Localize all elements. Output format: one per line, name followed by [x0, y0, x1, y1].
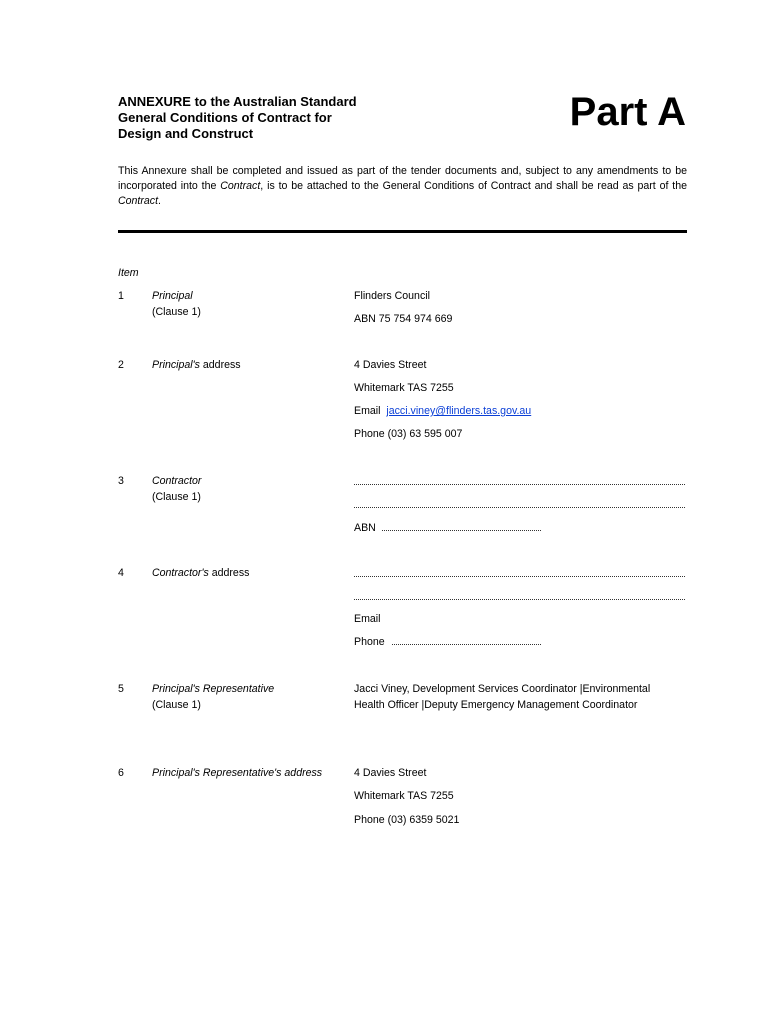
intro-paragraph [118, 164, 687, 209]
principal-email-link[interactable]: jacci.viney@flinders.tas.gov.au [386, 405, 532, 417]
label-rest-part: address [199, 359, 241, 371]
item-number: 1 [118, 290, 124, 302]
section-divider [118, 230, 687, 233]
intro-text-a: This Annexure shall be completed and issued as part of the tender documents and, subject to any amendments to be incorporated into the [118, 165, 687, 192]
intro-text-c: . [158, 195, 161, 207]
email-label: Email [354, 405, 381, 417]
item-label-principals-representative: Principal's Representative [152, 683, 275, 695]
title-line-1: ANNEXURE to the Australian Standard [118, 94, 357, 109]
principal-name: Flinders Council [354, 290, 430, 302]
principal-town: Whitemark TAS 7255 [354, 382, 454, 394]
item-label-contractor-address [152, 566, 249, 580]
contractor-phone-label: Phone [354, 636, 385, 648]
item-number: 3 [118, 475, 124, 487]
intro-contract-term-a: Contract [220, 180, 261, 192]
contractor-phone-blank[interactable] [392, 644, 541, 645]
item-label-principal: Principal [152, 290, 193, 302]
representative-street: 4 Davies Street [354, 767, 427, 779]
principal-email-row [354, 404, 531, 418]
representative-town: Whitemark TAS 7255 [354, 790, 454, 802]
intro-text-b: , is to be attached to the General Conditions of Contract and shall be read as part of the [260, 180, 688, 192]
item-clause: (Clause 1) [152, 306, 201, 318]
contractor-name-blank-2[interactable] [354, 507, 685, 508]
item-number: 2 [118, 359, 124, 371]
principal-street: 4 Davies Street [354, 359, 427, 371]
item-clause: (Clause 1) [152, 699, 201, 711]
part-heading: Part A [569, 90, 686, 134]
representative-line-2: Health Officer |Deputy Emergency Management Coordinator [354, 699, 638, 711]
item-column-heading: Item [118, 267, 139, 279]
label-italic-part: Principal's [152, 359, 200, 371]
title-line-2: General Conditions of Contract for [118, 110, 332, 125]
item-label-principal-address [152, 358, 241, 372]
contractor-name-blank-1[interactable] [354, 484, 685, 485]
intro-contract-term-b: Contract [118, 195, 159, 207]
contractor-address-blank-2[interactable] [354, 599, 685, 600]
document-title [118, 94, 418, 142]
label-italic-part: Contractor's [152, 567, 209, 579]
item-number: 4 [118, 567, 124, 579]
contractor-abn-blank[interactable] [382, 530, 541, 531]
title-line-3: Design and Construct [118, 126, 254, 141]
representative-phone: Phone (03) 6359 5021 [354, 814, 460, 826]
contractor-address-blank-1[interactable] [354, 576, 685, 577]
item-label-contractor: Contractor [152, 475, 202, 487]
representative-line-1: Jacci Viney, Development Services Coordinator |Environmental [354, 683, 651, 695]
label-rest-part: address [208, 567, 250, 579]
item-label-representative-address: Principal's Representative's address [152, 767, 323, 779]
item-number: 5 [118, 683, 124, 695]
contractor-email-label: Email [354, 613, 381, 625]
principal-abn: ABN 75 754 974 669 [354, 313, 453, 325]
contractor-abn-label: ABN [354, 522, 376, 534]
item-clause: (Clause 1) [152, 491, 201, 503]
item-number: 6 [118, 767, 124, 779]
principal-phone: Phone (03) 63 595 007 [354, 428, 463, 440]
